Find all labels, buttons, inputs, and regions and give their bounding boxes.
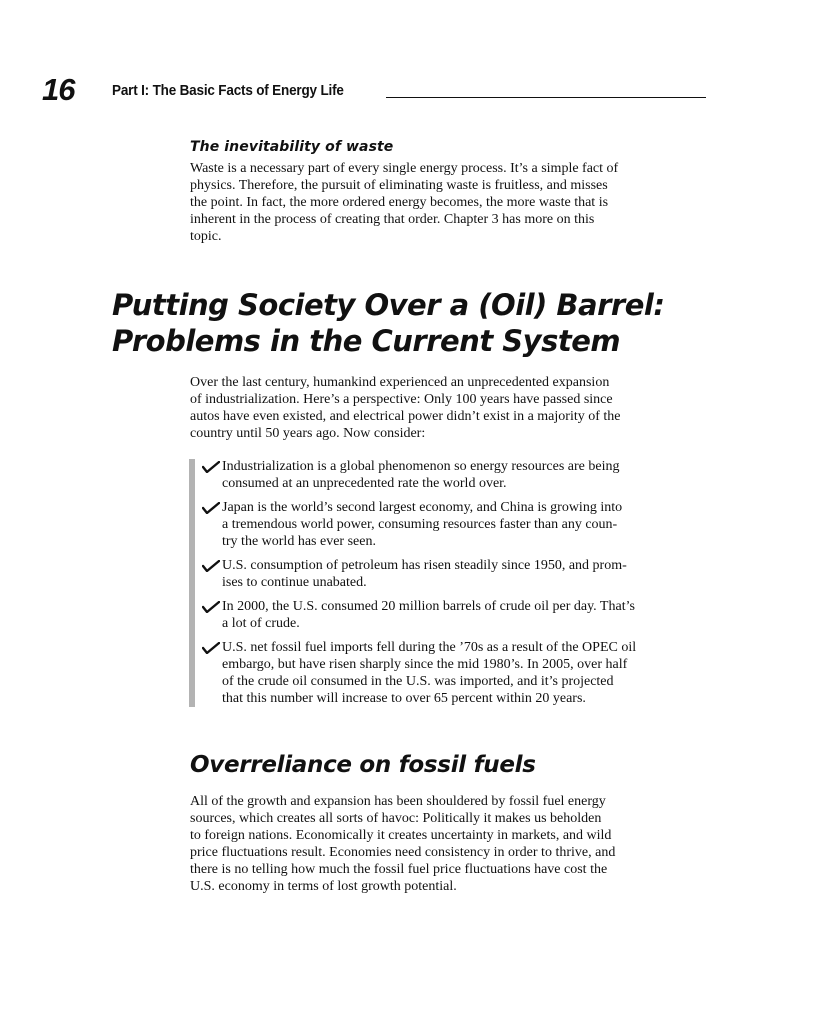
bullet-list-sidebar xyxy=(189,459,195,707)
text-line: try the world has ever seen. xyxy=(222,534,376,549)
section-heading xyxy=(112,287,664,359)
text-line: the point. In fact, the more ordered energy becomes, the more waste that is xyxy=(190,195,609,210)
check-icon xyxy=(202,461,220,473)
text-line: Japan is the world’s second largest economy, and China is growing into xyxy=(222,500,623,515)
header-rule xyxy=(386,97,706,98)
check-icon xyxy=(202,560,220,572)
text-line: that this number will increase to over 65 percent within 20 years. xyxy=(222,691,586,706)
text-line: a lot of crude. xyxy=(222,616,300,631)
text-line: inherent in the process of creating that order. Chapter 3 has more on this xyxy=(190,212,595,227)
subsection-heading-waste: The inevitability of waste xyxy=(190,139,394,155)
list-item xyxy=(200,557,710,591)
text-line: there is no telling how much the fossil fuel price fluctuations have cost the xyxy=(190,862,608,877)
text-line: price fluctuations result. Economies need consistency in order to thrive, and xyxy=(190,845,616,860)
text-line: U.S. net fossil fuel imports fell during the ’70s as a result of the OPEC oil xyxy=(222,640,637,655)
text-line: Industrialization is a global phenomenon so energy resources are being xyxy=(222,459,620,474)
text-line: U.S. consumption of petroleum has risen steadily since 1950, and prom- xyxy=(222,558,627,573)
text-line: country until 50 years ago. Now consider: xyxy=(190,426,426,441)
paragraph-fossil xyxy=(190,793,710,895)
section-heading-line: Putting Society Over a (Oil) Barrel: xyxy=(112,288,665,322)
text-line: embargo, but have risen sharply since the mid 1980’s. In 2005, over half xyxy=(222,657,628,672)
list-item xyxy=(200,499,710,550)
page-header xyxy=(42,74,706,106)
check-icon xyxy=(202,601,220,613)
text-line: of industrialization. Here’s a perspective: Only 100 years have passed since xyxy=(190,392,613,407)
text-line: physics. Therefore, the pursuit of eliminating waste is fruitless, and misses xyxy=(190,178,608,193)
text-line: Over the last century, humankind experienced an unprecedented expansion xyxy=(190,375,610,390)
list-item xyxy=(200,458,710,492)
running-head: Part I: The Basic Facts of Energy Life xyxy=(112,82,344,99)
page-number: 16 xyxy=(42,72,75,107)
check-icon xyxy=(202,502,220,514)
text-line: Waste is a necessary part of every single energy process. It’s a simple fact of xyxy=(190,161,619,176)
check-icon xyxy=(202,642,220,654)
text-line: a tremendous world power, consuming resources faster than any coun- xyxy=(222,517,618,532)
paragraph-intro xyxy=(190,374,710,442)
list-item xyxy=(200,639,710,707)
text-line: of the crude oil consumed in the U.S. was imported, and it’s projected xyxy=(222,674,614,689)
paragraph-waste xyxy=(190,160,710,245)
subsection-heading-fossil: Overreliance on fossil fuels xyxy=(190,752,536,778)
text-line: ises to continue unabated. xyxy=(222,575,367,590)
text-line: to foreign nations. Economically it creates uncertainty in markets, and wild xyxy=(190,828,612,843)
text-line: autos have even existed, and electrical power didn’t exist in a majority of the xyxy=(190,409,621,424)
text-line: topic. xyxy=(190,229,222,244)
list-item xyxy=(200,598,710,632)
text-line: consumed at an unprecedented rate the world over. xyxy=(222,476,507,491)
text-line: All of the growth and expansion has been shouldered by fossil fuel energy xyxy=(190,794,606,809)
bullet-list xyxy=(200,458,710,714)
text-line: sources, which creates all sorts of havoc: Politically it makes us beholden xyxy=(190,811,602,826)
text-line: U.S. economy in terms of lost growth potential. xyxy=(190,879,457,894)
text-line: In 2000, the U.S. consumed 20 million barrels of crude oil per day. That’s xyxy=(222,599,635,614)
section-heading-line: Problems in the Current System xyxy=(112,324,621,358)
